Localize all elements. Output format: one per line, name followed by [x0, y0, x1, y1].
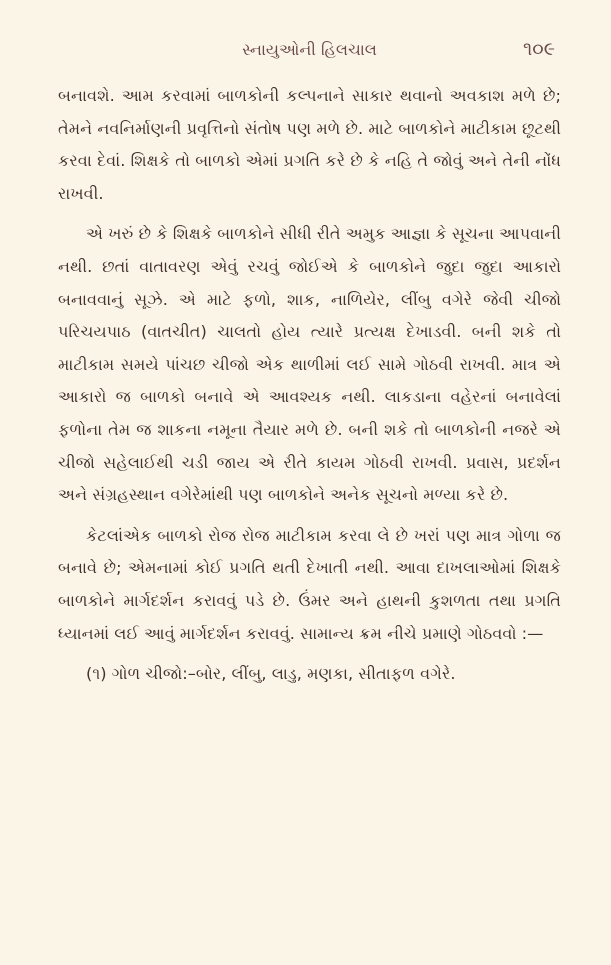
paragraph-guidance: કેટલાંએક બાળકો રોજ રોજ માટીકામ કરવા લે છે ખરાં પણ માત્ર ગોળા જ બનાવે છે; એમનામાં કોઈ પ્રગતિ થતી દેખાતી નથી. આવા દાખલાઓમાં શિક્ષકે બાળકોને માર્ગદર્શન કરાવવું પડે છે. ઉંમર અને હાથની કુશળતા તથા પ્રગતિ ધ્યાનમાં લઈ આવું માર્ગદર્શન કરાવવું. સામાન્ય ક્રમ નીચે પ્રમાણે ગોઠવવો :—	[58, 525, 561, 643]
running-head	[58, 38, 561, 72]
paragraph-continuation: બનાવશે. આમ કરવામાં બાળકોની કલ્પનાને સાકાર થવાનો અવકાશ મળે છે; તેમને નવનિર્માણની પ્રવૃત્તિનો સંતોષ પણ મળે છે. માટે બાળકોને માટીકામ છૂટથી કરવા દેવાં. શિક્ષકે તો બાળકો એમાં પ્રગતિ કરે છે કે નહિ તે જોવું અને તેની નોંધ રાખવી.	[58, 86, 561, 203]
running-title: સ્નાયુઓની હિલચાલ	[242, 40, 377, 59]
list-item-round-objects: (૧) ગોળ ચીજો:–બોર, લીંબુ, લાડુ, મણકા, સીતાફળ વગેરે.	[86, 664, 456, 684]
page-number: ૧૦૯	[523, 38, 555, 60]
paragraph-environment: એ ખરું છે કે શિક્ષકે બાળકોને સીધી રીતે અમુક આજ્ઞા કે સૂચના આપવાની નથી. છતાં વાતાવરણ એવું રચવું જોઈએ કે બાળકોને જુદા જુદા આકારો બનાવવાનું સૂઝે. એ માટે ફળો, શાક, નાળિયેર, લીંબુ વગેરે જેવી ચીજો પરિચયપાઠ (વાતચીત) ચાલતો હોય ત્યારે પ્રત્યક્ષ દેખાડવી. બની શકે તો માટીકામ સમયે પાંચછ ચીજો એક થાળીમાં લઈ સામે ગોઠવી રાખવી. માત્ર એ આકારો જ બાળકો બનાવે એ આવશ્યક નથી. લાકડાના વહેરનાં બનાવેલાં ફળોના તેમ જ શાકના નમૂના તૈયાર મળે છે. બની શકે તો બાળકોની નજરે એ ચીજો સહેલાઈથી ચડી જાય એ રીતે કાયમ ગોઠવી રાખવી. પ્રવાસ, પ્રદર્શન અને સંગ્રહસ્થાન વગેરેમાંથી પણ બાળકોને અનેક સૂચનો મળ્યા કરે છે.	[58, 224, 561, 505]
